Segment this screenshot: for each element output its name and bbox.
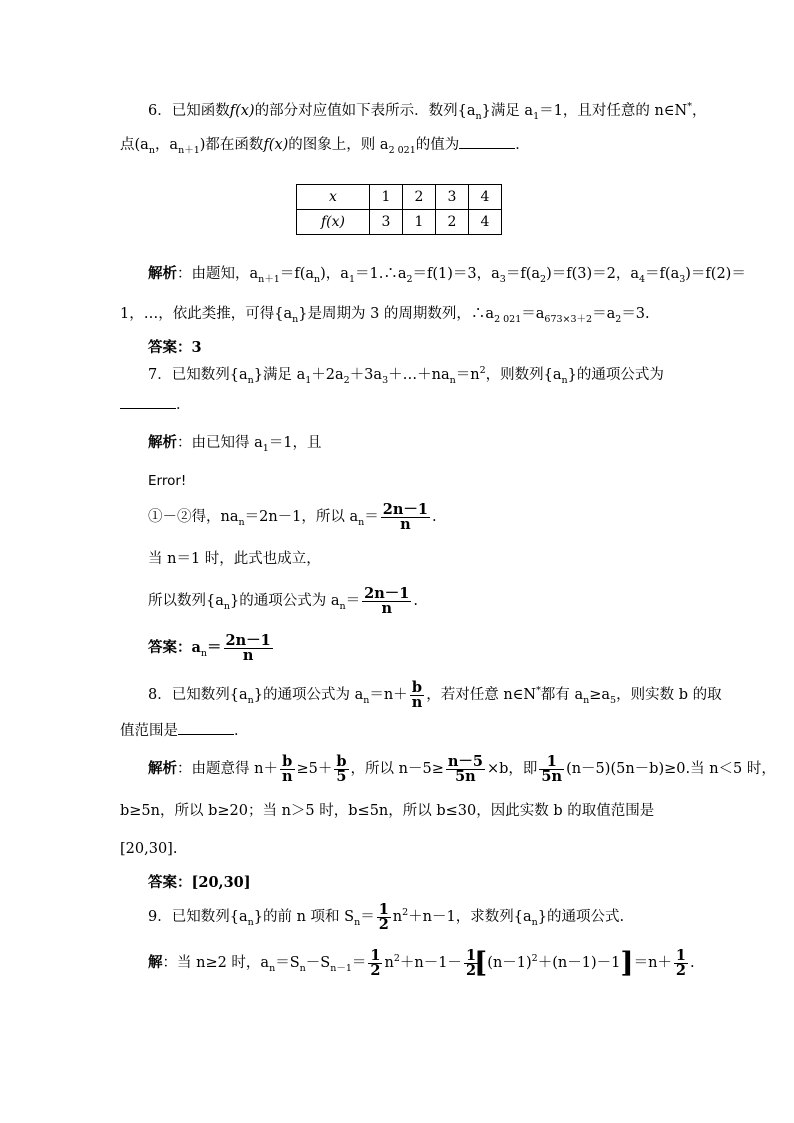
fraction: $\frac{1}{2}$: [465, 946, 477, 979]
q7-line2: ．: [120, 394, 191, 416]
left-bracket: [: [474, 946, 488, 979]
q8-line1: 8．已知数列$\{a_n\}$的通项公式为 $a_n=n+$ $\frac{b}{n}$ ，若对任意 n∈N*都有 $a_n\ge a_5$，则实数 b 的取: [148, 678, 722, 711]
value-table: [296, 184, 502, 235]
fraction: $\frac{1}{2}$: [378, 900, 389, 933]
table-row: [297, 210, 502, 235]
q8-jiexi-line1: 解析：由题意得 n＋ $\frac{b}{n}$ ≥5＋ $\frac{b}{5}$ ，所以 n－5≥ $\frac{n-5}{5n}$ ×b，即 $\frac{1}{5n}$ (n－5)(5n－b)≥0.当 n＜5 时，: [148, 752, 776, 785]
q7-answer: 答案：$a_n=$ $\frac{2n-1}{n}$: [148, 631, 271, 664]
table-cell: 1: [403, 210, 436, 235]
fraction: $\frac{b}{n}$: [411, 678, 423, 711]
answer-blank: [120, 394, 176, 409]
fraction: $\frac{b}{n}$: [281, 752, 293, 785]
q7-jiexi: 解析：由已知得 $a_1=1$，且: [148, 434, 322, 454]
table-cell: f(x): [297, 210, 370, 235]
answer-blank: [178, 720, 234, 735]
table-cell: x: [297, 185, 370, 210]
q9-line1: 9．已知数列$\{a_n\}$的前 n 项和 $S_n=$ $\frac{1}{2}$ $n^2+n-1$，求数列$\{a_n\}$的通项公式.: [148, 900, 625, 933]
q7-step2: 当 n＝1 时，此式也成立，: [148, 551, 321, 567]
q8-line2: 值范围是 ．: [120, 720, 249, 742]
q7-line1: 7．已知数列$\{a_n\}$满足 $a_1+2a_2+3a_3+\dots+na_n=n^2$，则数列$\{a_n\}$的通项公式为: [148, 365, 664, 386]
fraction: $\frac{2n-1}{n}$: [364, 584, 410, 617]
q6-jiexi-line2: 1，…，依此类推，可得$\{a_n\}$是周期为 3 的周期数列，$\therefore a_{2 021}=a_{673\times 3+2}=a_2=3$.: [120, 306, 650, 325]
q8-jiexi-line3: [20,30].: [120, 841, 178, 857]
table-cell: 3: [370, 210, 403, 235]
q6-line2: 点($a_n$，$a_{n+1}$)都在函数f(x)的图象上，则 $a_{2 021}$的值为 ．: [120, 134, 530, 156]
table-cell: 2: [403, 185, 436, 210]
fraction: $\frac{1}{5n}$: [541, 752, 563, 785]
right-bracket: ]: [620, 946, 634, 979]
table-row: [297, 185, 502, 210]
fraction: $\frac{n-5}{5n}$: [447, 752, 483, 785]
table-cell: 2: [436, 210, 469, 235]
fraction: $\frac{2n-1}{n}$: [225, 631, 271, 664]
fraction: $\frac{b}{5}$: [336, 752, 347, 785]
q9-jie: 解：当 n≥2 时，$a_n=S_n-S_{n-1}=$ $\frac{1}{2}$ $n^2+n-1-$ $\frac{1}{2}$ $[(n-1)^2+(n-1)-1]=n+$ $\frac{1}{2}$ .: [148, 946, 695, 979]
q6-line1: 6．已知函数f(x)的部分对应值如下表所示．数列$\{a_n\}$满足 $a_1=1$，且对任意的 n∈N*，: [148, 101, 707, 122]
q6-jiexi-line1: 解析：由题知，$a_{n+1}=f(a_n)$，$a_1=1.\therefore a_2=f(1)=3$，$a_3=f(a_2)=f(3)=2$，$a_4=f(a_3)=f(2)=$: [148, 265, 746, 285]
fraction: $\frac{1}{2}$: [675, 946, 687, 979]
fraction: $\frac{1}{2}$: [370, 946, 381, 979]
q8-answer: 答案：[20,30]: [148, 874, 251, 891]
q7-step3: 所以数列$\{a_n\}$的通项公式为 $a_n=$ $\frac{2n-1}{n}$ .: [148, 584, 418, 617]
table-cell: 4: [469, 185, 502, 210]
answer-blank: [459, 134, 515, 149]
q7-step1: ①－②得，$na_n=2n-1$，所以 $a_n=$ $\frac{2n-1}{n}$ .: [148, 500, 437, 533]
q8-jiexi-line2: b≥5n，所以 b≥20；当 n＞5 时，b≤5n，所以 b≤30，因此实数 b 的取值范围是: [120, 803, 655, 819]
table-cell: 4: [469, 210, 502, 235]
q6-answer: 答案：3: [148, 339, 202, 356]
table-cell: 3: [436, 185, 469, 210]
table-cell: 1: [370, 185, 403, 210]
error-text: Error!: [148, 473, 187, 489]
fraction: $\frac{2n-1}{n}$: [382, 500, 429, 533]
